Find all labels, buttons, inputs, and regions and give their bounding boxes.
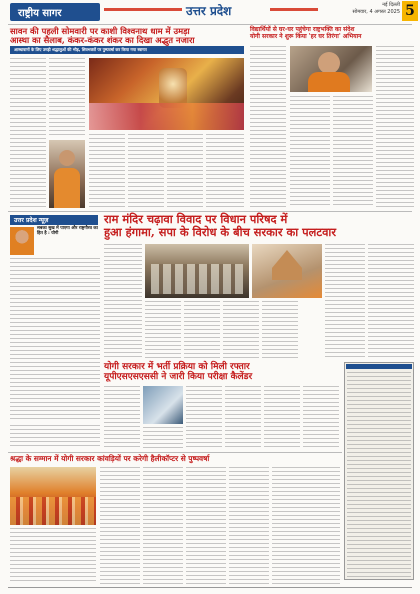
story5-body-col6 <box>272 467 340 584</box>
story2-headline <box>250 27 414 40</box>
story1-body-col1 <box>10 58 46 208</box>
story5-body-col5 <box>229 467 269 584</box>
story1-headline-line1: सावन की पहली सोमवारी पर काशी विश्वनाथ धाम में उमड़ा <box>10 26 190 36</box>
story4-headline <box>104 362 364 383</box>
yogi-portrait-photo <box>290 46 372 92</box>
dateline-date: सोमवार, 4 अगस्त 2025 <box>352 9 400 15</box>
story3-body-col3 <box>184 301 220 359</box>
story4-headline-line2: यूपीएसएसएससी ने जारी किया परीक्षा कैलेंडर <box>104 372 253 383</box>
story3-body-col7 <box>368 244 414 359</box>
dateline <box>322 2 400 16</box>
kanwar-yatra-photo <box>10 467 96 525</box>
section-title: उत्तर प्रदेश <box>186 4 232 18</box>
story5-body-col2 <box>100 467 140 584</box>
ram-temple-photo <box>252 244 322 298</box>
story5-body-col4 <box>186 467 226 584</box>
brand-name: राष्ट्रीय सागर <box>18 8 62 19</box>
story1-body-col2 <box>49 58 85 138</box>
story4-body-col5 <box>264 386 300 450</box>
story3-headline <box>104 213 414 239</box>
story1-body-col6 <box>206 134 244 208</box>
story3-body-col4 <box>223 301 259 359</box>
sidebar-header-bar <box>346 364 412 369</box>
lower-divider <box>8 452 342 453</box>
masthead <box>0 0 420 24</box>
council-session-photo <box>145 244 249 298</box>
brand-logo <box>10 3 100 21</box>
story2-body-col1 <box>250 46 286 208</box>
devotee-photo <box>49 140 85 208</box>
masthead-divider <box>8 24 412 25</box>
exam-hall-photo <box>143 386 183 424</box>
story2-body-col2 <box>290 96 330 208</box>
story3-body-col6 <box>325 244 365 359</box>
story2-body-col4 <box>376 46 414 208</box>
story5-body-col3 <box>143 467 183 584</box>
masthead-rule-right <box>270 8 318 11</box>
story5-body-col1 <box>10 528 96 584</box>
story1-headline <box>10 27 244 46</box>
story1-subhead: आस्थावानों के लिए उमड़ी श्रद्धालुओं की भीड़, शिवभक्तों पर पुष्पवर्षा कर किया गया स्वागत <box>14 47 147 52</box>
story2-headline-line1: विद्यार्थियों से घर-घर पहुंचेगा राष्ट्रभक्ति का संदेश <box>250 26 355 33</box>
story4-body-col3 <box>186 386 222 450</box>
story3-body-col1 <box>104 244 142 359</box>
dateline-city: नई दिल्ली <box>382 2 400 8</box>
story4-headline-line1: योगी सरकार में भर्ती प्रक्रिया को मिली रफ्तार <box>104 362 250 372</box>
kashi-vishwanath-photo <box>89 58 244 130</box>
story3-headline-line2: हुआ हंगामा, सपा के विरोध के बीच सरकार का पलटवार <box>104 225 337 240</box>
story1-body-col5 <box>167 134 203 208</box>
story4-body-col1 <box>104 386 140 450</box>
brief-body-continued <box>10 425 100 449</box>
story1-body-col3 <box>89 134 125 208</box>
story2-headline-line2: योगी सरकार ने शुरू किया 'हर घर तिरंगा' अभियान <box>250 32 362 40</box>
story4-body-col6 <box>303 386 339 450</box>
brief-thumbnail <box>10 227 34 255</box>
sidebar-body <box>347 372 411 577</box>
story5-headline: श्रद्धा के सम्मान में योगी सरकार कांवड़ियों पर करेगी हैलीकॉप्टर से पुष्पवर्षा <box>10 454 210 463</box>
story3-body-col5 <box>262 301 298 359</box>
story1-headline-line2: आस्था का सैलाब, कंकर-कंकर शंकर का दिखा अद्भुत नजारा <box>10 35 195 46</box>
story2-body-col3 <box>333 96 373 208</box>
story1-body-col4 <box>128 134 164 208</box>
brief-headline: सबका सुख में पाएगा और राष्ट्रगौरव का हित है : योगी <box>37 226 98 236</box>
story4-body-col2 <box>143 427 183 450</box>
brief-body <box>10 258 100 422</box>
brief-label: उत्तर प्रदेश न्यूज़ <box>10 215 98 225</box>
masthead-rule-left <box>104 8 182 11</box>
story3-headline-line1: राम मंदिर चढ़ावा विवाद पर विधान परिषद में <box>104 212 288 226</box>
story4-body-col4 <box>225 386 261 450</box>
story3-body-col2 <box>145 301 181 359</box>
story1-subhead-bar <box>10 46 244 54</box>
footer-rule <box>8 587 412 588</box>
page-number: 5 <box>402 1 418 21</box>
